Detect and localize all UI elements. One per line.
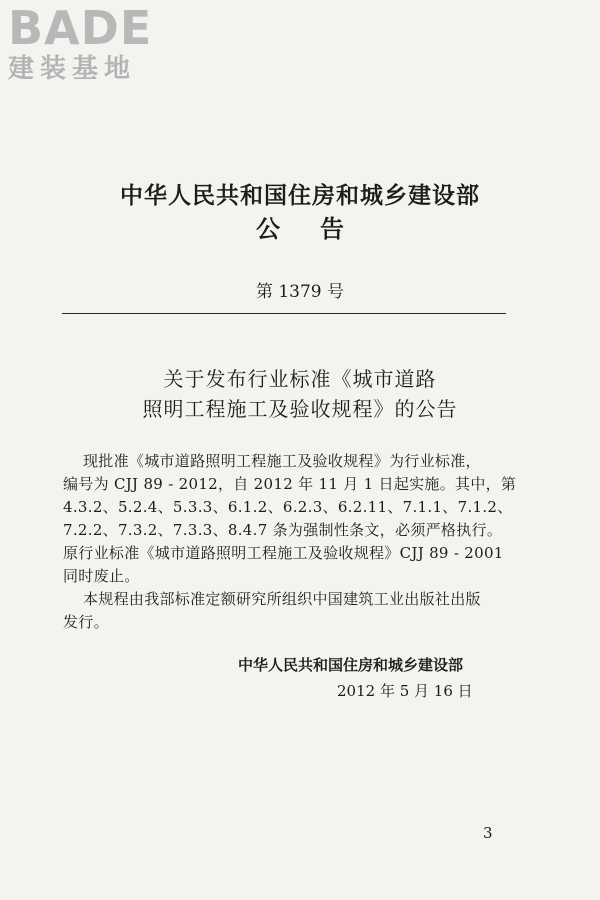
announcement-heading-line-2: 照明工程施工及验收规程》的公告 xyxy=(142,397,458,421)
body-paragraph-2-line-1: 本规程由我部标准定额研究所组织中国建筑工业出版社出版 xyxy=(83,590,481,608)
header-divider xyxy=(62,313,506,314)
watermark-latin-text: BADE xyxy=(8,1,153,55)
ministry-name: 中华人民共和国住房和城乡建设部 xyxy=(120,183,480,209)
body-paragraph-1-line-3: 4.3.2、5.2.4、5.3.3、6.1.2、6.2.3、6.2.11、7.1.1、7.1.2、 xyxy=(63,498,513,516)
notice-title: 公告 xyxy=(256,215,384,243)
body-paragraph-1-line-6: 同时废止。 xyxy=(63,567,140,585)
body-paragraph-2-line-2: 发行。 xyxy=(63,613,109,631)
signature-organization: 中华人民共和国住房和城乡建设部 xyxy=(238,656,464,674)
issue-number: 第 1379 号 xyxy=(255,282,345,302)
body-paragraph-1-line-4: 7.2.2、7.3.2、7.3.3、8.4.7 条为强制性条文，必须严格执行。 xyxy=(63,521,503,539)
signature-date: 2012 年 5 月 16 日 xyxy=(337,682,473,700)
watermark-cjk-text: 建装基地 xyxy=(8,54,137,84)
body-paragraph-1-line-1: 现批准《城市道路照明工程施工及验收规程》为行业标准， xyxy=(83,452,481,470)
watermark-logo xyxy=(8,1,178,84)
announcement-heading-line-1: 关于发布行业标准《城市道路 xyxy=(163,367,437,391)
body-paragraph-1-line-5: 原行业标准《城市道路照明工程施工及验收规程》CJJ 89 - 2001 xyxy=(63,544,504,562)
page-number: 3 xyxy=(483,824,493,842)
body-paragraph-1-line-2: 编号为 CJJ 89 - 2012，自 2012 年 11 月 1 日起实施。其中，第 xyxy=(63,475,517,493)
